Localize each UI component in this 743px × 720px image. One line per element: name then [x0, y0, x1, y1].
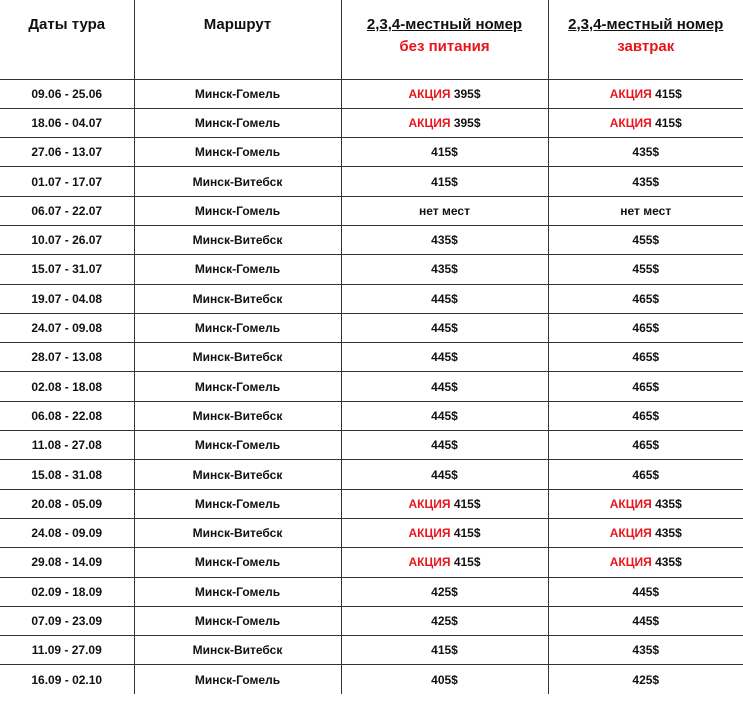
price-value: 465$	[632, 467, 660, 482]
table-row	[0, 401, 743, 430]
table-row	[0, 489, 743, 518]
route-cell: Минск-Витебск	[134, 401, 341, 430]
price-value: 445$	[431, 321, 458, 336]
table-row	[0, 372, 743, 401]
promo-label: АКЦИЯ	[609, 86, 652, 101]
tour-dates-cell: 24.08 - 09.09	[0, 518, 134, 547]
promo-label: АКЦИЯ	[609, 115, 652, 130]
route-cell: Минск-Витебск	[134, 225, 341, 254]
promo-label: АКЦИЯ	[408, 555, 451, 570]
price-value: 435$	[632, 145, 660, 160]
price-value: 415$	[431, 643, 458, 658]
price-breakfast-cell	[548, 108, 743, 137]
price-no-meal-cell	[341, 518, 548, 547]
price-value: 415$	[453, 526, 481, 541]
route-cell: Минск-Гомель	[134, 196, 341, 225]
price-value: 455$	[632, 233, 660, 248]
header-room-breakfast-title: 2,3,4-местный номер	[568, 16, 724, 33]
route-cell: Минск-Гомель	[134, 79, 341, 108]
price-breakfast-cell	[548, 665, 743, 694]
price-value: 425$	[431, 613, 458, 628]
price-breakfast-cell	[548, 167, 743, 196]
price-no-meal-cell	[341, 79, 548, 108]
price-breakfast-cell	[548, 460, 743, 489]
route-cell: Минск-Витебск	[134, 343, 341, 372]
price-no-meal-cell	[341, 401, 548, 430]
price-breakfast-cell	[548, 196, 743, 225]
tour-dates-cell: 02.09 - 18.09	[0, 577, 134, 606]
price-value: 445$	[431, 291, 458, 306]
table-row	[0, 225, 743, 254]
tour-dates-cell: 29.08 - 14.09	[0, 548, 134, 577]
price-breakfast-cell	[548, 225, 743, 254]
promo-label: АКЦИЯ	[408, 115, 451, 130]
header-room-no-meal-title: 2,3,4-местный номер	[366, 16, 523, 33]
price-breakfast-cell	[548, 518, 743, 547]
promo-label: АКЦИЯ	[408, 86, 451, 101]
price-value: 465$	[632, 408, 660, 423]
tour-dates-cell: 28.07 - 13.08	[0, 343, 134, 372]
tour-dates-cell: 18.06 - 04.07	[0, 108, 134, 137]
promo-label: АКЦИЯ	[609, 555, 652, 570]
route-cell: Минск-Гомель	[134, 606, 341, 635]
price-breakfast-cell	[548, 577, 743, 606]
price-value: 445$	[431, 408, 458, 423]
price-value: нет мест	[419, 203, 470, 218]
tour-dates-cell: 19.07 - 04.08	[0, 284, 134, 313]
price-value: 445$	[431, 467, 458, 482]
price-value: 405$	[431, 672, 458, 687]
tour-dates-cell: 11.08 - 27.08	[0, 431, 134, 460]
price-no-meal-cell	[341, 167, 548, 196]
table-body	[0, 79, 743, 694]
price-value: 425$	[431, 584, 458, 599]
price-value: 415$	[453, 555, 481, 570]
price-value: 445$	[632, 613, 660, 628]
price-no-meal-cell	[341, 313, 548, 342]
header-room-breakfast	[548, 0, 743, 79]
promo-label: АКЦИЯ	[609, 526, 652, 541]
table-row	[0, 313, 743, 342]
table-row	[0, 636, 743, 665]
price-no-meal-cell	[341, 636, 548, 665]
price-breakfast-cell	[548, 79, 743, 108]
price-value: 435$	[655, 555, 682, 570]
tour-dates-cell: 10.07 - 26.07	[0, 225, 134, 254]
table-row	[0, 431, 743, 460]
price-value: 445$	[431, 350, 458, 365]
price-breakfast-cell	[548, 489, 743, 518]
table-row	[0, 255, 743, 284]
price-no-meal-cell	[341, 577, 548, 606]
price-breakfast-cell	[548, 284, 743, 313]
route-cell: Минск-Витебск	[134, 518, 341, 547]
table-row	[0, 665, 743, 694]
header-dates: Даты тура	[0, 0, 134, 79]
price-value: 455$	[632, 262, 660, 277]
route-cell: Минск-Гомель	[134, 313, 341, 342]
route-cell: Минск-Гомель	[134, 665, 341, 694]
tour-dates-cell: 09.06 - 25.06	[0, 79, 134, 108]
price-breakfast-cell	[548, 606, 743, 635]
table-row	[0, 108, 743, 137]
promo-label: АКЦИЯ	[408, 526, 451, 541]
price-breakfast-cell	[548, 636, 743, 665]
price-value: 465$	[632, 438, 660, 453]
price-value: 415$	[655, 115, 682, 130]
price-no-meal-cell	[341, 606, 548, 635]
price-breakfast-cell	[548, 343, 743, 372]
tour-dates-cell: 15.07 - 31.07	[0, 255, 134, 284]
price-no-meal-cell	[341, 372, 548, 401]
table-row	[0, 548, 743, 577]
tour-dates-cell: 01.07 - 17.07	[0, 167, 134, 196]
price-breakfast-cell	[548, 313, 743, 342]
price-breakfast-cell	[548, 372, 743, 401]
price-no-meal-cell	[341, 196, 548, 225]
price-value: 465$	[632, 321, 660, 336]
tour-dates-cell: 06.08 - 22.08	[0, 401, 134, 430]
table-row	[0, 577, 743, 606]
header-room-no-meal-subtitle: без питания	[399, 38, 490, 55]
promo-label: АКЦИЯ	[609, 496, 652, 511]
price-breakfast-cell	[548, 255, 743, 284]
table-row	[0, 518, 743, 547]
price-value: 465$	[632, 350, 660, 365]
route-cell: Минск-Гомель	[134, 577, 341, 606]
price-no-meal-cell	[341, 108, 548, 137]
price-breakfast-cell	[548, 548, 743, 577]
price-value: 395$	[453, 115, 481, 130]
route-cell: Минск-Витебск	[134, 636, 341, 665]
price-value: 435$	[632, 643, 660, 658]
route-cell: Минск-Витебск	[134, 167, 341, 196]
price-value: 465$	[632, 379, 660, 394]
price-value: 425$	[632, 672, 660, 687]
route-cell: Минск-Гомель	[134, 372, 341, 401]
price-no-meal-cell	[341, 460, 548, 489]
header-room-no-meal	[341, 0, 548, 79]
price-value: 465$	[632, 291, 660, 306]
price-value: 415$	[453, 496, 481, 511]
price-breakfast-cell	[548, 431, 743, 460]
price-value: 445$	[431, 379, 458, 394]
table-row	[0, 460, 743, 489]
price-no-meal-cell	[341, 343, 548, 372]
price-no-meal-cell	[341, 255, 548, 284]
tour-dates-cell: 07.09 - 23.09	[0, 606, 134, 635]
route-cell: Минск-Гомель	[134, 548, 341, 577]
price-no-meal-cell	[341, 665, 548, 694]
table-row	[0, 138, 743, 167]
header-row	[0, 0, 743, 79]
price-no-meal-cell	[341, 431, 548, 460]
table-row	[0, 606, 743, 635]
route-cell: Минск-Гомель	[134, 255, 341, 284]
price-value: 435$	[632, 174, 660, 189]
route-cell: Минск-Гомель	[134, 489, 341, 518]
price-value: 435$	[431, 233, 458, 248]
price-value: 435$	[655, 496, 682, 511]
table-row	[0, 284, 743, 313]
route-cell: Минск-Гомель	[134, 138, 341, 167]
price-value: 415$	[431, 174, 458, 189]
tour-dates-cell: 16.09 - 02.10	[31, 672, 103, 687]
header-route: Маршрут	[134, 0, 341, 79]
tour-dates-cell: 15.08 - 31.08	[0, 460, 134, 489]
tour-dates-cell: 24.07 - 09.08	[0, 313, 134, 342]
price-no-meal-cell	[341, 548, 548, 577]
tour-dates-cell: 06.07 - 22.07	[0, 196, 134, 225]
price-breakfast-cell	[548, 401, 743, 430]
price-value: 445$	[431, 438, 458, 453]
price-value: 435$	[431, 262, 458, 277]
header-room-breakfast-subtitle: завтрак	[617, 38, 675, 55]
price-value: нет мест	[620, 203, 672, 218]
tour-dates-cell: 20.08 - 05.09	[0, 489, 134, 518]
tour-dates-cell: 11.09 - 27.09	[0, 636, 134, 665]
price-no-meal-cell	[341, 284, 548, 313]
route-cell: Минск-Гомель	[134, 431, 341, 460]
route-cell: Минск-Гомель	[134, 108, 341, 137]
price-no-meal-cell	[341, 489, 548, 518]
table-row	[0, 196, 743, 225]
price-no-meal-cell	[341, 225, 548, 254]
price-value: 395$	[453, 86, 481, 101]
table-row	[0, 167, 743, 196]
promo-label: АКЦИЯ	[408, 496, 451, 511]
price-value: 435$	[655, 526, 682, 541]
route-cell: Минск-Витебск	[134, 284, 341, 313]
price-value: 415$	[655, 86, 682, 101]
tour-dates-cell: 27.06 - 13.07	[0, 138, 134, 167]
price-value: 445$	[632, 584, 660, 599]
price-no-meal-cell	[341, 138, 548, 167]
tour-dates-cell: 02.08 - 18.08	[0, 372, 134, 401]
table-header	[0, 0, 743, 79]
price-value: 415$	[431, 145, 458, 160]
table-row	[0, 343, 743, 372]
price-breakfast-cell	[548, 138, 743, 167]
route-cell: Минск-Витебск	[134, 460, 341, 489]
table-row	[0, 79, 743, 108]
